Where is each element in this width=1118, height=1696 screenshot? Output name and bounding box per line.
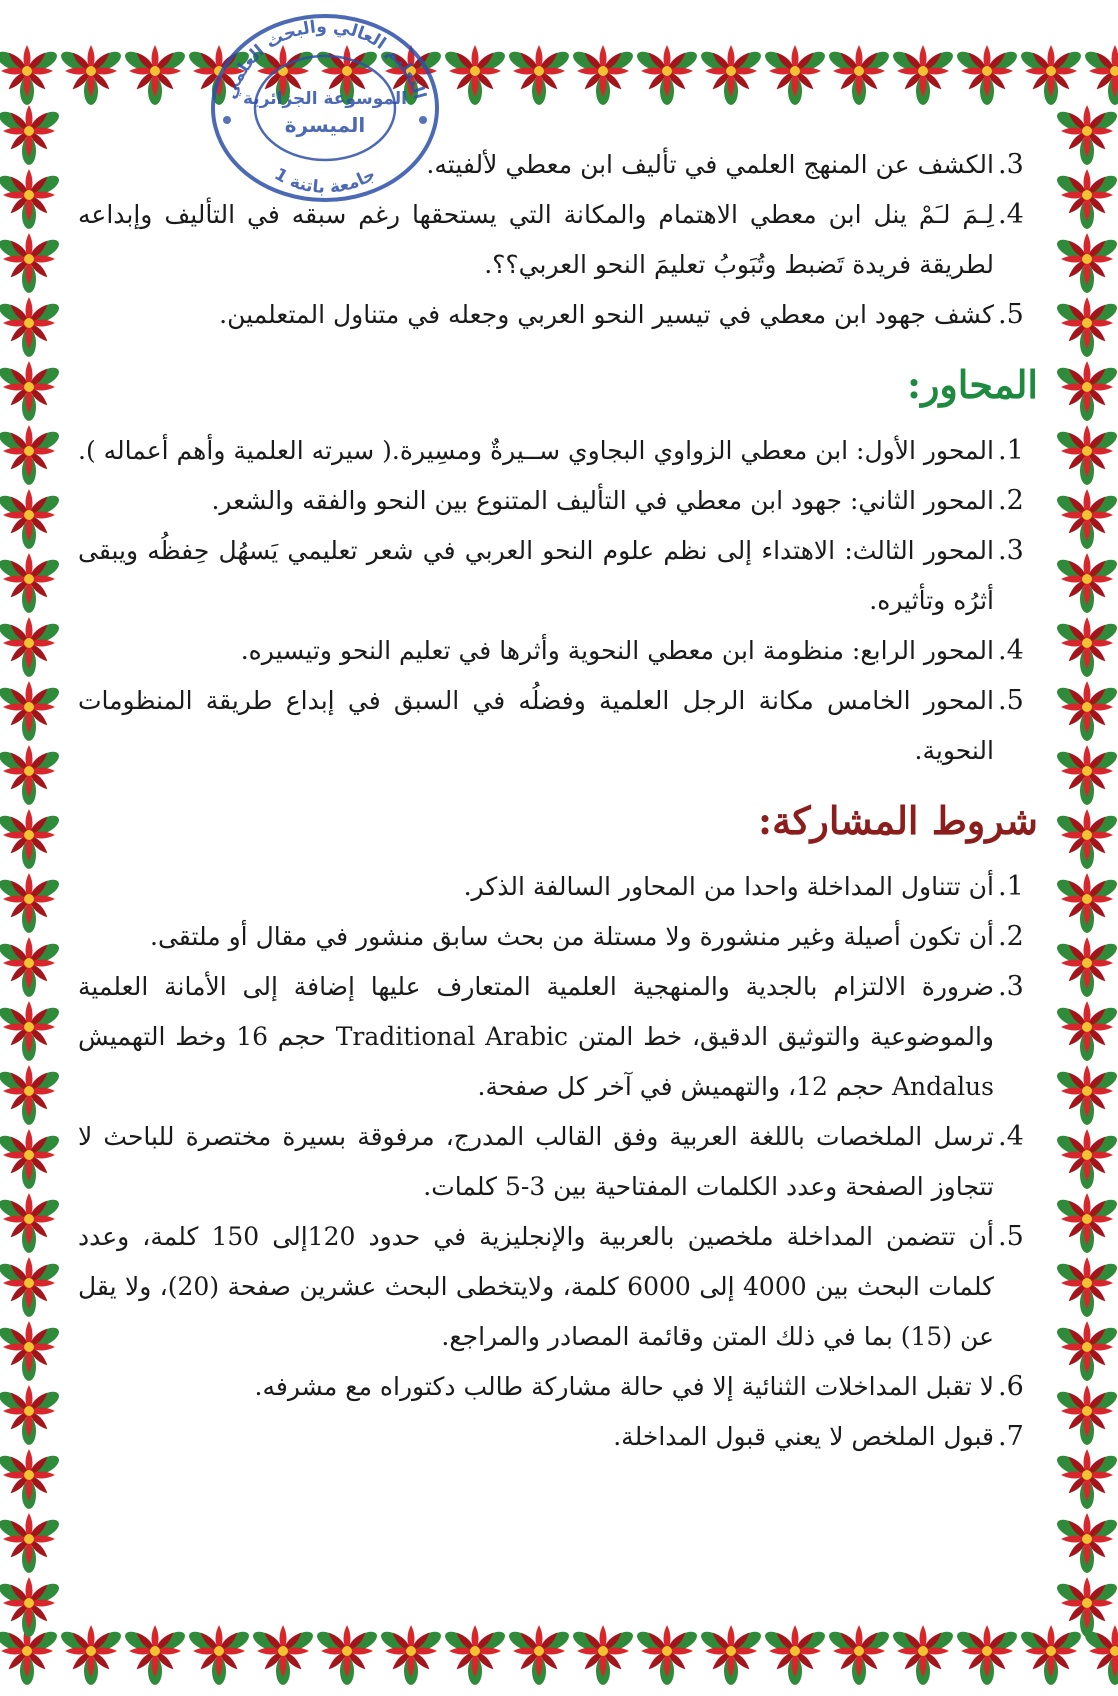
poinsettia-icon — [568, 36, 638, 106]
poinsettia-icon — [120, 1616, 190, 1686]
conditions-heading: شروط المشاركة: — [758, 798, 1038, 843]
poinsettia-icon — [0, 96, 64, 166]
poinsettia-icon — [1052, 672, 1118, 742]
item-text: المحور الثاني: جهود ابن معطي في التأليف المتنوع بين النحو والفقه والشعر. — [211, 486, 994, 515]
poinsettia-icon — [1052, 352, 1118, 422]
poinsettia-icon — [0, 544, 64, 614]
poinsettia-icon — [56, 1616, 126, 1686]
conditions-list — [78, 862, 1038, 1462]
item-text: لِـمَ لـَمْ ينل ابن معطي الاهتمام والمكانة التي يستحقها رغم سبقه في التأليف وإبداعه لطريقة فريدة تَضبط وتُبَوبُ تعليمَ النحو العربي؟؟. — [78, 200, 994, 279]
item-number: 2. — [998, 485, 1024, 516]
list-item — [78, 912, 1038, 962]
poinsettia-icon — [440, 1616, 510, 1686]
item-number: 4. — [998, 1121, 1024, 1152]
poinsettia-icon — [1052, 928, 1118, 998]
item-number: 5. — [998, 685, 1024, 716]
poinsettia-icon — [1052, 96, 1118, 166]
item-text: كشف جهود ابن معطي في تيسير النحو العربي وجعله في متناول المتعلمين. — [219, 300, 994, 329]
item-text: المحور الثالث: الاهتداء إلى نظم علوم النحو العربي في شعر تعليمي يَسهُل حِفظُه ويبقى أثرُه وتأثيره. — [78, 536, 994, 615]
list-item — [78, 1412, 1038, 1462]
axes-list — [78, 426, 1038, 776]
list-item — [78, 190, 1038, 290]
list-item — [78, 526, 1038, 626]
poinsettia-icon — [632, 36, 702, 106]
poinsettia-icon — [0, 1568, 64, 1638]
poinsettia-icon — [0, 1376, 64, 1446]
poinsettia-icon — [1052, 160, 1118, 230]
poinsettia-icon — [1052, 608, 1118, 678]
item-text: لا تقبل المداخلات الثنائية إلا في حالة مشاركة طالب دكتوراه مع مشرفه. — [254, 1372, 994, 1401]
axes-heading: المحاور: — [907, 362, 1038, 407]
item-number: 3. — [998, 535, 1024, 566]
poinsettia-icon — [0, 288, 64, 358]
poinsettia-icon — [696, 1616, 766, 1686]
item-number: 5. — [998, 299, 1024, 330]
poinsettia-icon — [0, 1504, 64, 1574]
poinsettia-icon — [0, 416, 64, 486]
poinsettia-icon — [0, 224, 64, 294]
item-text: قبول الملخص لا يعني قبول المداخلة. — [613, 1422, 994, 1451]
item-number: 4. — [998, 199, 1024, 230]
stamp-star-icon — [223, 116, 231, 124]
poinsettia-icon — [56, 36, 126, 106]
stamp-star-icon — [419, 116, 427, 124]
item-text: المحور الخامس مكانة الرجل العلمية وفضلُه في السبق في إبداع طريقة المنظومات النحوية. — [78, 686, 994, 765]
poinsettia-icon — [1052, 416, 1118, 486]
poinsettia-icon — [568, 1616, 638, 1686]
poinsettia-icon — [0, 992, 64, 1062]
list-item — [78, 1362, 1038, 1412]
item-number: 1. — [998, 435, 1024, 466]
item-text: ترسل الملخصات باللغة العربية وفق القالب المدرج، مرفوقة بسيرة مختصرة للباحث لا تتجاوز الصفحة وعدد الكلمات المفتاحية بين 3-5 كلمات. — [78, 1122, 994, 1201]
stamp-center-text: الميسرة — [284, 113, 366, 137]
list-item — [78, 1112, 1038, 1212]
poinsettia-icon — [1052, 800, 1118, 870]
list-item — [78, 426, 1038, 476]
poinsettia-icon — [760, 36, 830, 106]
document-body — [78, 140, 1038, 1462]
item-text: المحور الرابع: منظومة ابن معطي النحوية وأثرها في تعليم النحو وتيسيره. — [240, 636, 994, 665]
poinsettia-icon — [1052, 736, 1118, 806]
item-number: 7. — [998, 1421, 1024, 1452]
item-number: 1. — [998, 871, 1024, 902]
poinsettia-icon — [440, 36, 510, 106]
poinsettia-icon — [0, 480, 64, 550]
poinsettia-icon — [0, 800, 64, 870]
item-text: أن تتضمن المداخلة ملخصين بالعربية والإنجليزية في حدود 120إلى 150 كلمة، وعدد كلمات البحث بين 4000 إلى 6000 كلمة، ولايتخطى البحث عشرين صفحة (20)، ولا يقل عن (15) بما في ذلك المتن وقائمة المصادر والمراجع. — [78, 1222, 994, 1351]
item-text: ضرورة الالتزام بالجدية والمنهجية العلمية المتعارف عليها إضافة إلى الأمانة العلمية والموضوعية والتوثيق الدقيق، خط المتن Traditional Arabic حجم 16 وخط التهميش Andalus حجم 12، والتهميش في آخر كل صفحة. — [78, 972, 995, 1101]
poinsettia-icon — [0, 1312, 64, 1382]
poinsettia-icon — [184, 1616, 254, 1686]
item-number: 5. — [998, 1221, 1024, 1252]
poinsettia-icon — [0, 1440, 64, 1510]
list-item — [78, 140, 1038, 190]
poinsettia-icon — [1052, 1248, 1118, 1318]
poinsettia-icon — [760, 1616, 830, 1686]
item-text: أن تكون أصيلة وغير منشورة ولا مستلة من بحث سابق منشور في مقال أو ملتقى. — [150, 922, 994, 951]
poinsettia-icon — [0, 928, 64, 998]
item-text: أن تتناول المداخلة واحدا من المحاور السالفة الذكر. — [463, 872, 994, 901]
poinsettia-icon — [0, 352, 64, 422]
poinsettia-icon — [1052, 1120, 1118, 1190]
poinsettia-icon — [824, 1616, 894, 1686]
list-item — [78, 290, 1038, 340]
poinsettia-icon — [1052, 992, 1118, 1062]
poinsettia-icon — [1052, 1312, 1118, 1382]
item-number: 6. — [998, 1371, 1024, 1402]
poinsettia-icon — [504, 1616, 574, 1686]
stamp-top-text: التعليم العالي والبحث العلمي — [220, 16, 430, 102]
list-item — [78, 476, 1038, 526]
poinsettia-icon — [1052, 544, 1118, 614]
poinsettia-icon — [0, 1056, 64, 1126]
poinsettia-icon — [1052, 224, 1118, 294]
poinsettia-icon — [1052, 1568, 1118, 1638]
poinsettia-icon — [248, 1616, 318, 1686]
poinsettia-icon — [1052, 1440, 1118, 1510]
list-item — [78, 862, 1038, 912]
poinsettia-icon — [0, 160, 64, 230]
stamp-middle-text: الموسوعة الجزائرية — [243, 89, 407, 109]
item-number: 3. — [998, 971, 1024, 1002]
poinsettia-icon — [1052, 1184, 1118, 1254]
list-item — [78, 1212, 1038, 1362]
poinsettia-icon — [120, 36, 190, 106]
poinsettia-icon — [0, 736, 64, 806]
poinsettia-icon — [1052, 1504, 1118, 1574]
poinsettia-icon — [0, 864, 64, 934]
stamp-bottom-text: جامعة باتنة 1 — [270, 164, 380, 198]
poinsettia-icon — [0, 1184, 64, 1254]
poinsettia-icon — [1052, 864, 1118, 934]
poinsettia-icon — [888, 36, 958, 106]
objectives-list — [78, 140, 1038, 340]
poinsettia-icon — [312, 1616, 382, 1686]
poinsettia-icon — [0, 672, 64, 742]
poinsettia-icon — [952, 36, 1022, 106]
poinsettia-icon — [504, 36, 574, 106]
poinsettia-icon — [1052, 1056, 1118, 1126]
poinsettia-icon — [696, 36, 766, 106]
poinsettia-icon — [0, 608, 64, 678]
poinsettia-icon — [0, 1248, 64, 1318]
item-number: 2. — [998, 921, 1024, 952]
item-text: المحور الأول: ابن معطي الزواوي البجاوي ســيرةٌ ومسِيرة.( سيرته العلمية وأهم أعماله ). — [78, 436, 994, 465]
item-text: الكشف عن المنهج العلمي في تأليف ابن معطي لألفيته. — [426, 150, 994, 179]
item-number: 4. — [998, 635, 1024, 666]
poinsettia-icon — [1052, 1376, 1118, 1446]
poinsettia-icon — [824, 36, 894, 106]
list-item — [78, 626, 1038, 676]
list-item — [78, 676, 1038, 776]
poinsettia-icon — [888, 1616, 958, 1686]
poinsettia-icon — [1052, 288, 1118, 358]
poinsettia-icon — [952, 1616, 1022, 1686]
item-number: 3. — [998, 149, 1024, 180]
list-item — [78, 962, 1038, 1112]
poinsettia-icon — [632, 1616, 702, 1686]
poinsettia-icon — [376, 1616, 446, 1686]
poinsettia-icon — [0, 1120, 64, 1190]
poinsettia-icon — [1052, 480, 1118, 550]
